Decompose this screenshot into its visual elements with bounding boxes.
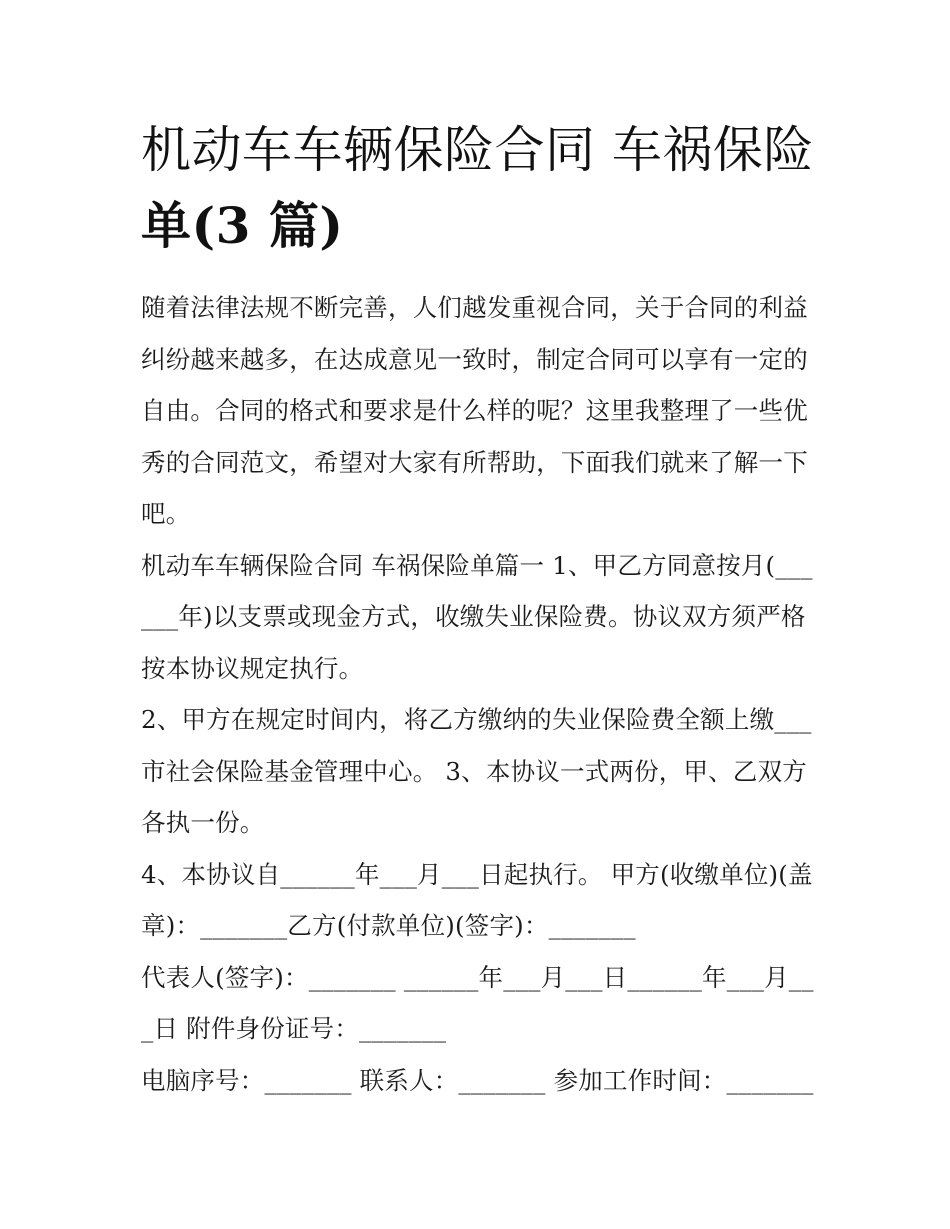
clause-2-3-paragraph: 2、甲方在规定时间内，将乙方缴纳的失业保险费全额上缴___市社会保险基金管理中心。 3、本协议一式两份，甲、乙双方各执一份。 [141, 705, 812, 837]
title-line-1: 机动车车辆保险合同 车祸保险 [141, 121, 814, 179]
clause-4-signature-paragraph: 4、本协议自______年___月___日起执行。 甲方(收缴单位)(盖章)：_______乙方(付款单位)(签字)：_______ [141, 859, 813, 940]
document-title [141, 112, 818, 264]
title-line-2: 单(3 篇) [141, 196, 344, 255]
document-body [141, 282, 818, 1106]
contact-info-paragraph: 电脑序号：_______ 联系人：_______ 参加工作时间：_______ [141, 1065, 814, 1095]
intro-paragraph: 随着法律法规不断完善，人们越发重视合同，关于合同的利益纠纷越来越多，在达成意见一致时，制定合同可以享有一定的自由。合同的格式和要求是什么样的呢？这里我整理了一些优秀的合同范文，希望对大家有所帮助，下面我们就来了解一下吧。 [141, 293, 808, 528]
clause-1-paragraph: 机动车车辆保险合同 车祸保险单篇一 1、甲乙方同意按月(______年)以支票或现金方式，收缴失业保险费。协议双方须严格按本协议规定执行。 [141, 550, 813, 683]
representative-date-paragraph: 代表人(签字)：_______ ______年___月___日______年___月___日 附件身份证号：_______ [141, 962, 814, 1043]
